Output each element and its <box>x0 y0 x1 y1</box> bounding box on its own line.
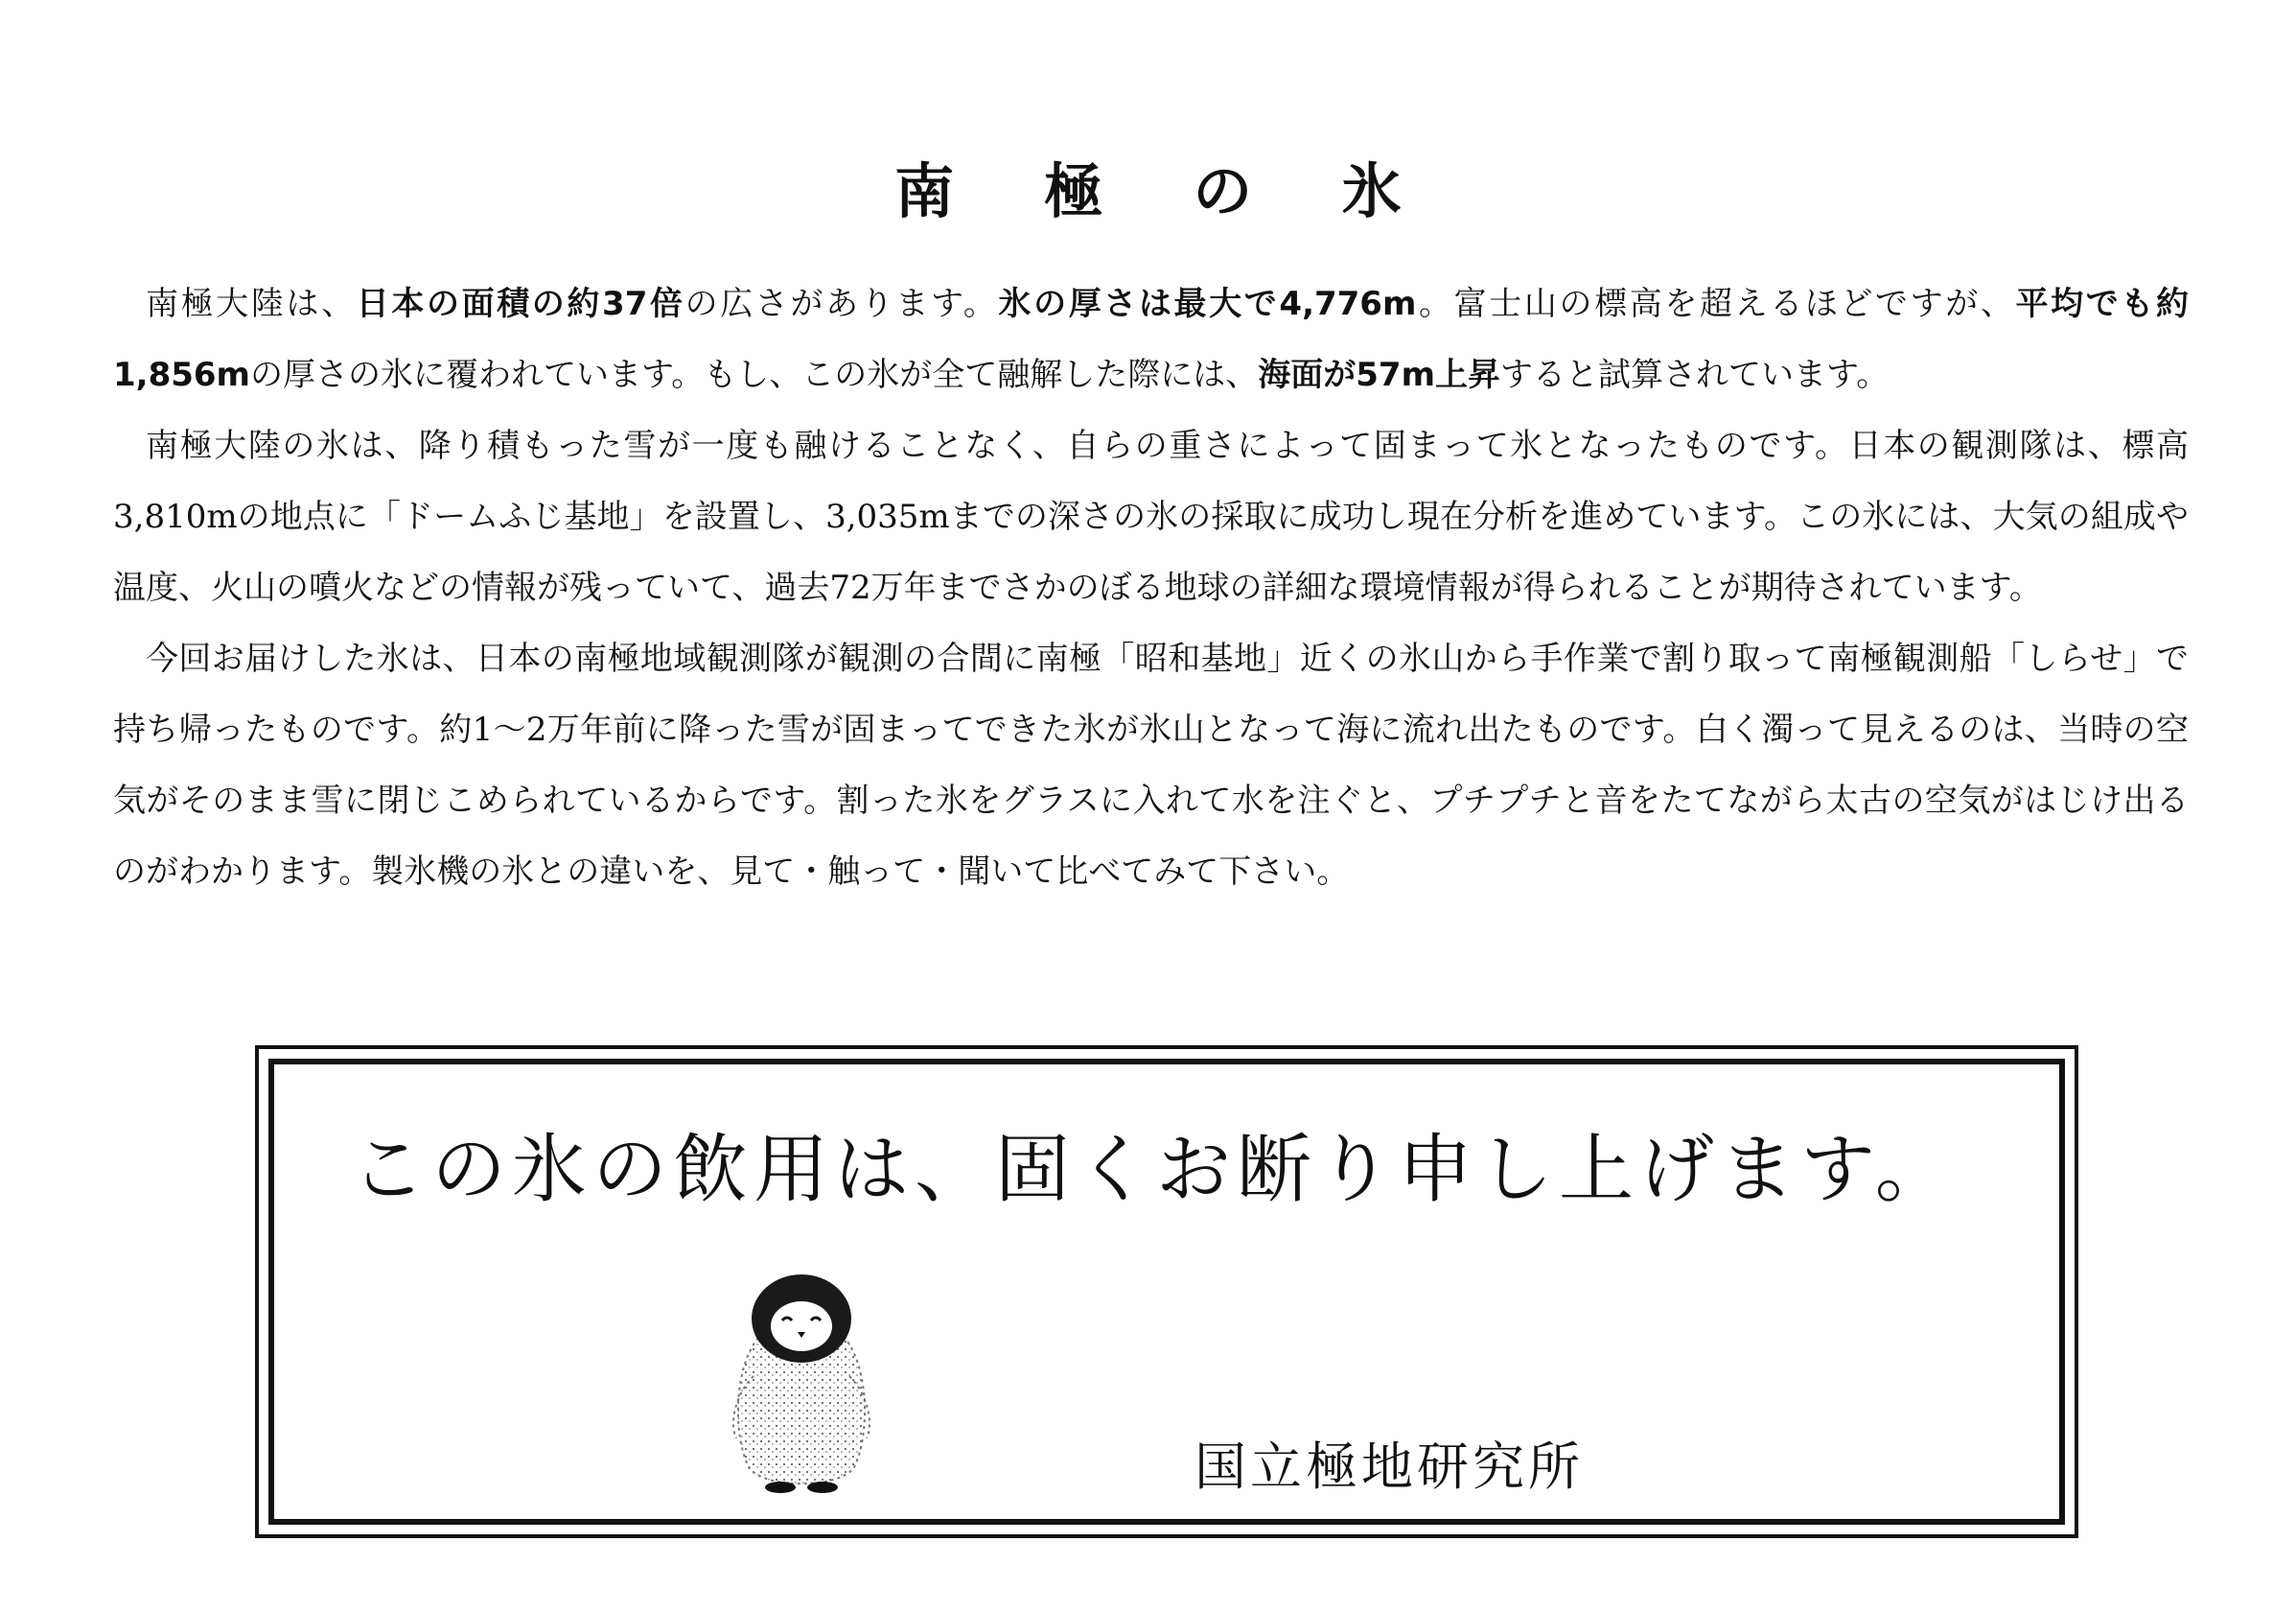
emphasized-text: 氷の厚さは最大で4,776m <box>998 285 1417 323</box>
paragraph-text: すると試算されています。 <box>1500 356 1890 394</box>
paragraph-text: の広さがあります。 <box>684 285 999 323</box>
penguin-chick-icon <box>706 1271 897 1501</box>
paragraph-ice-delivery <box>113 623 2189 907</box>
paragraph-text: の厚さの氷に覆われています。もし、この氷が全て融解した際には、 <box>249 356 1259 394</box>
institute-name: 国立極地研究所 <box>1194 1437 1584 1497</box>
paragraph-text: 。富士山の標高を超えるほどですが、 <box>1416 285 2016 323</box>
paragraph-ice-formation <box>113 410 2189 623</box>
emphasized-text: 平均でも約1,856m <box>113 285 2190 394</box>
page-title: 南 極 の 氷 <box>894 156 1436 226</box>
paragraph-text: 今回お届けした氷は、日本の南極地域観測隊が観測の合間に南極「昭和基地」近くの氷山から手作業で割り取って南極観測船「しらせ」で持ち帰ったものです。約1〜2万年前に降った雪が固まってできた氷が氷山となって海に流れ出たものです。白く濁って見えるのは、当時の空気がそのまま雪に閉じこめられているからです。割った氷をグラスに入れて水を注ぐと、プチプチと音をたてながら太古の空気がはじけ出るのがわかります。製氷機の氷との違いを、見て・触って・聞いて比べてみて下さい。 <box>113 640 2189 891</box>
emphasized-text: 海面が57m上昇 <box>1258 356 1501 394</box>
paragraph-text: 南極大陸の氷は、降り積もった雪が一度も融けることなく、自らの重さによって固まって氷となったものです。日本の観測隊は、標高3,810mの地点に「ドームふじ基地」を設置し、3,035mまでの深さの氷の採取に成功し現在分析を進めています。この氷には、大気の組成や温度、火山の噴火などの情報が残っていて、過去72万年までさかのぼる地球の詳細な環境情報が得られることが期待されています。 <box>113 427 2189 607</box>
paragraph-text: 南極大陸は、 <box>146 285 357 323</box>
emphasized-text: 日本の面積の約37倍 <box>356 285 685 323</box>
notice-box-inner-border <box>268 1059 2065 1525</box>
notice-box <box>255 1045 2078 1538</box>
body-text <box>113 269 2189 907</box>
drinking-prohibited-notice: この氷の飲用は、固くお断り申し上げます。 <box>351 1127 1956 1213</box>
paragraph-area-facts <box>113 269 2189 410</box>
